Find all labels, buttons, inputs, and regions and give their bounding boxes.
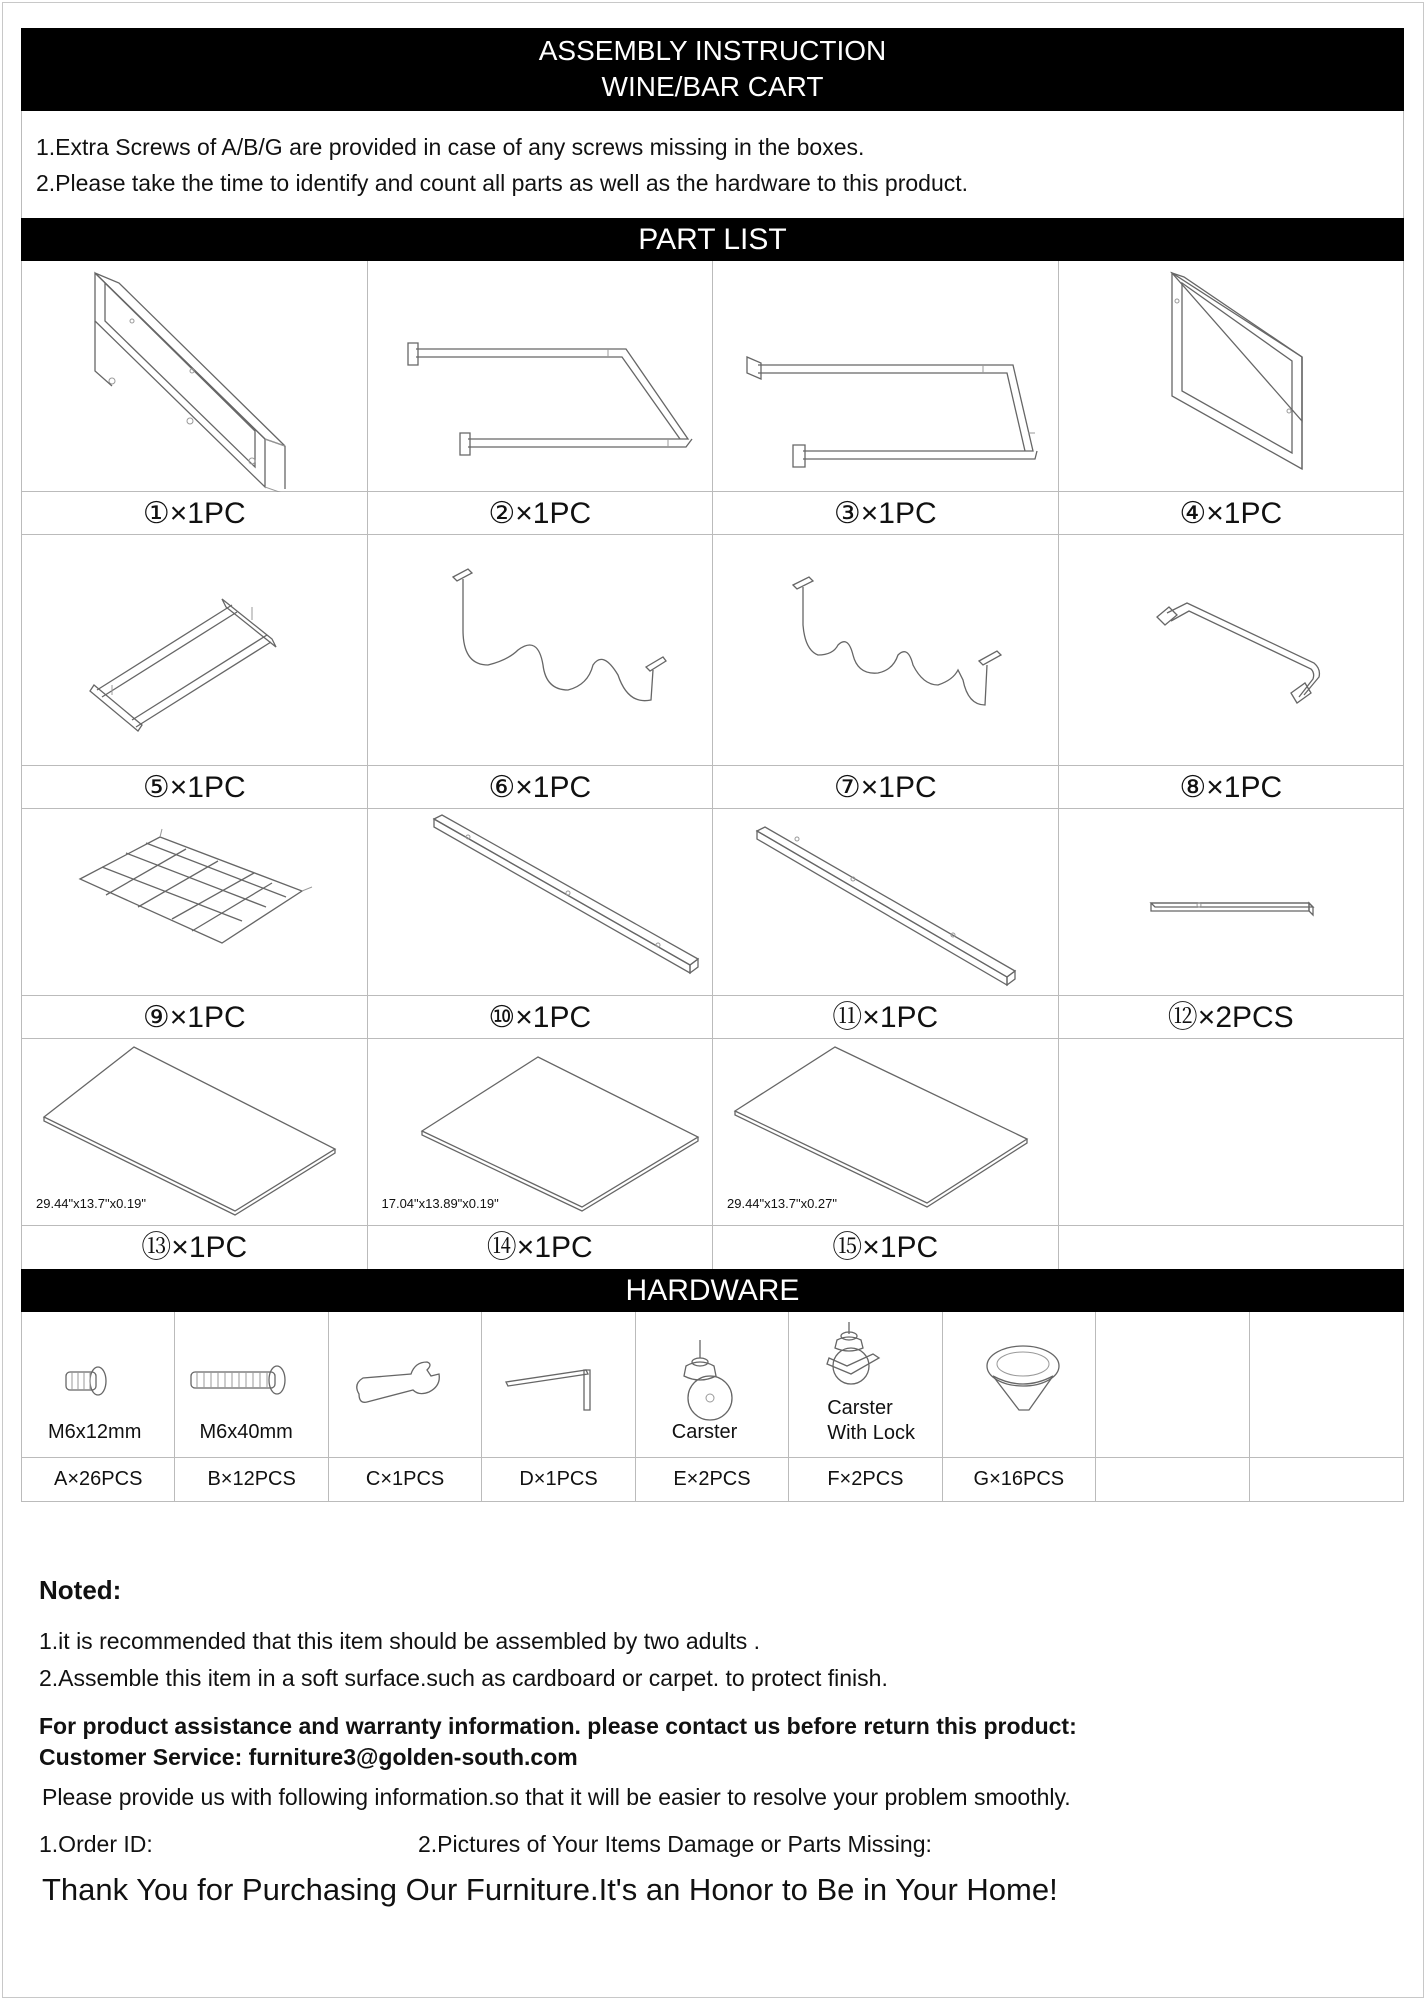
side-frame-icon	[22, 261, 367, 492]
order-id-label: 1.Order ID:	[39, 1831, 153, 1857]
hardware-empty-count-1	[1096, 1458, 1249, 1501]
hardware-empty-count-2	[1250, 1458, 1403, 1501]
part-14-label: ⑭×1PC	[368, 1226, 714, 1269]
notes-title: Noted:	[39, 1575, 122, 1605]
part-15-label: ⑮×1PC	[713, 1226, 1059, 1269]
part-8-label: ⑧×1PC	[1179, 771, 1283, 804]
hardware-b-count: B×12PCS	[175, 1458, 328, 1501]
wire-grid-icon	[22, 809, 367, 996]
part-11-label: ⑪×1PC	[713, 996, 1059, 1038]
part-6-label: ⑥×1PC	[368, 766, 714, 808]
note-line-2: 2.Assemble this item in a soft surface.such as cardboard or carpet. to protect finish.	[39, 1665, 888, 1691]
part-2-label: ②×1PC	[368, 492, 714, 534]
hardware-e-count: E×2PCS	[636, 1458, 789, 1501]
part-4-label: ④×1PC	[1179, 497, 1283, 530]
part-5-label: ⑤×1PC	[22, 766, 368, 808]
contact-line-1: For product assistance and warranty information. please contact us before return this product:	[39, 1713, 1077, 1739]
hardware-f-caption-2: With Lock	[827, 1422, 915, 1444]
bent-bar-long-icon	[713, 261, 1058, 492]
hardware-b-caption: M6x40mm	[199, 1421, 293, 1443]
part-6-cell	[368, 535, 714, 765]
customer-service-email: Customer Service: furniture3@golden-south.com	[39, 1744, 578, 1770]
handle-icon	[1059, 535, 1404, 766]
hardware-c-cell	[329, 1312, 482, 1457]
allen-key-icon	[482, 1312, 635, 1458]
part-7-label: ⑦×1PC	[713, 766, 1059, 808]
hardware-a-caption: M6x12mm	[48, 1421, 142, 1443]
part-8-cell	[1059, 535, 1404, 765]
part-3-cell	[713, 261, 1059, 491]
hardware-f-caption-1: Carster	[827, 1397, 893, 1419]
hardware-g-cell	[943, 1312, 1096, 1457]
part-13-cell	[22, 1039, 368, 1225]
part-13-label: ⑬×1PC	[22, 1226, 368, 1269]
part-14-dimension: 17.04"x13.89"x0.19"	[381, 1196, 499, 1211]
hardware-d-cell	[482, 1312, 635, 1457]
wavy-bottle-holder-icon	[713, 535, 1058, 766]
foot-pad-icon	[943, 1312, 1096, 1458]
side-frame-icon	[1059, 261, 1404, 492]
part-list-heading: PART LIST	[21, 218, 1404, 261]
part-9-label: ⑨×1PC	[22, 996, 368, 1038]
thank-you-message: Thank You for Purchasing Our Furniture.It's an Honor to Be in Your Home!	[42, 1872, 1058, 1907]
hardware-b-cell	[175, 1312, 328, 1457]
hardware-e-caption: Carster	[671, 1421, 738, 1443]
part-2-cell	[368, 261, 714, 491]
glass-rack-icon	[22, 535, 367, 766]
long-tube-icon	[713, 809, 1058, 996]
part-9-cell	[22, 809, 368, 995]
hardware-c-count: C×1PCS	[329, 1458, 482, 1501]
part-1-cell	[22, 261, 368, 491]
hardware-empty-cell-1	[1096, 1312, 1249, 1457]
hardware-f-cell	[789, 1312, 942, 1457]
wavy-bottle-holder-icon	[368, 535, 713, 766]
part-13-dimension: 29.44"x13.7"x0.19"	[36, 1196, 146, 1211]
part-1-label: ①×1PC	[22, 492, 368, 534]
short-tube-icon	[1059, 809, 1404, 996]
part-5-cell	[22, 535, 368, 765]
part-12-cell	[1059, 809, 1404, 995]
part-11-cell	[713, 809, 1059, 995]
hardware-empty-cell-2	[1250, 1312, 1403, 1457]
hardware-a-count: A×26PCS	[22, 1458, 175, 1501]
provide-info-line: Please provide us with following information.so that it will be easier to resolve your problem smoothly.	[42, 1784, 1071, 1810]
header-title-line1: ASSEMBLY INSTRUCTION	[538, 35, 887, 66]
wrench-icon	[329, 1312, 482, 1458]
hardware-f-count: F×2PCS	[789, 1458, 942, 1501]
part-15-cell	[713, 1039, 1059, 1225]
header-banner	[21, 28, 1404, 111]
hardware-g-count: G×16PCS	[943, 1458, 1096, 1501]
hardware-a-cell	[22, 1312, 175, 1457]
hardware-d-count: D×1PCS	[482, 1458, 635, 1501]
part-10-cell	[368, 809, 714, 995]
long-tube-icon	[368, 809, 713, 996]
hardware-heading: HARDWARE	[21, 1269, 1404, 1312]
intro-line-1: 1.Extra Screws of A/B/G are provided in case of any screws missing in the boxes.	[36, 134, 865, 160]
part-14-cell	[368, 1039, 714, 1225]
hardware-e-cell	[636, 1312, 789, 1457]
bent-bar-icon	[368, 261, 713, 492]
part-7-cell	[713, 535, 1059, 765]
intro-line-2: 2.Please take the time to identify and count all parts as well as the hardware to this product.	[36, 170, 969, 196]
pictures-label: 2.Pictures of Your Items Damage or Parts Missing:	[418, 1831, 932, 1857]
part-list-grid	[21, 261, 1404, 1269]
part-empty-label	[1059, 1226, 1404, 1269]
part-3-label: ③×1PC	[713, 492, 1059, 534]
hardware-grid	[21, 1312, 1404, 1502]
intro-notes	[21, 111, 1404, 218]
part-15-dimension: 29.44"x13.7"x0.27"	[727, 1196, 837, 1211]
part-12-label: ⑫×2PCS	[1167, 1001, 1294, 1034]
part-4-cell	[1059, 261, 1404, 491]
part-empty-cell	[1059, 1039, 1404, 1225]
header-title-line2: WINE/BAR CART	[601, 71, 824, 102]
part-10-label: ⑩×1PC	[368, 996, 714, 1038]
note-line-1: 1.it is recommended that this item should be assembled by two adults .	[39, 1628, 761, 1654]
